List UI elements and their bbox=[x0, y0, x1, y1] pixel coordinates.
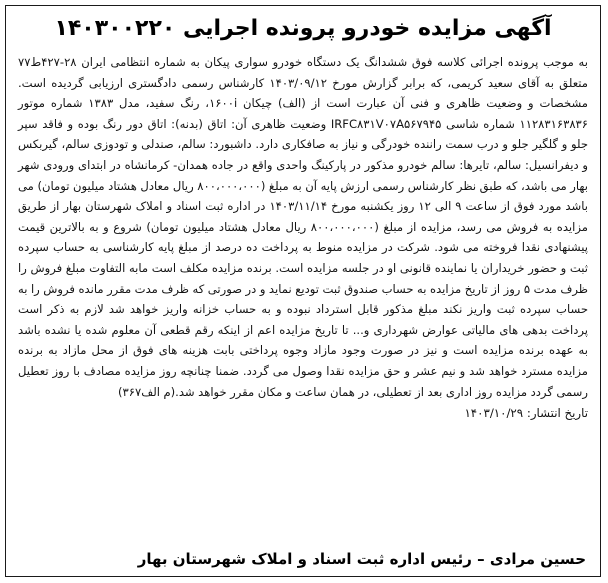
notice-title: آگهی مزایده خودرو پرونده اجرایی ۱۴۰۳۰۰۲۲۰ bbox=[54, 16, 552, 41]
notice-body: به موجب پرونده اجرائی کلاسه فوق ششدانگ یک دستگاه خودرو سواری پیکان به شماره انتظامی ایران ۲۸-۴۲۷ط۷۷ متعلق به آقای سعید کریمی، که برابر گزارش مورخ ۱۴۰۳/۰۹/۱۲ کارشناس رسمی دادگستری ارزیابی گردیده است. مشخصات و وضعیت ظاهری و فنی آن عبارت است از (الف) چیکان ۱۶۰۰i، رنگ سفید، مدل ۱۳۸۳ شماره موتور ۱۱۲۸۳۱۶۳۸۳۶ شماره شاسی IRFC۸۳۱V۰۷A۵۶۷۹۴۵ وضعیت ظاهری آن: اتاق (بدنه): اتاق دور رنگ بوده و فاقد سپر جلو و گلگیر جلو و درب سمت راننده خودرگی و نیاز به صافکاری دارد. داشبورد: سالم، صندلی و تودوزی سالم، گیربکس و دیفرانسیل: سالم، تایرها: سالم خودرو مذکور در پارکینگ واحدی واقع در جاده همدان- کرمانشاه در ابتدای ورودی شهر بهار می باشد، که طبق نظر کارشناس رسمی ارزش پایه آن به مبلغ (۸۰۰،۰۰۰،۰۰۰ ریال معادل هشتاد میلیون تومان) می باشد مورد فوق از ساعت ۹ الی ۱۲ روز یکشنبه مورخ ۱۴۰۳/۱۱/۱۴ در اداره ثبت اسناد و املاک شهرستان بهار از طریق مزایده به فروش می رسد، مزایده از مبلغ (۸۰۰،۰۰۰،۰۰۰ ریال معادل هشتاد میلیون تومان) شروع و به بالاترین قیمت پیشنهادی نقدا فروخته می شود. شرکت در مزایده منوط به پرداخت ده درصد از مبلغ پایه کارشناسی به حساب سپرده ثبت و حضور خریداران یا نماینده قانونی او در جلسه مزایده است. برنده مزایده مکلف است مابه التفاوت مبلغ فروش را ظرف مدت ۵ روز از تاریخ مزایده به حساب صندوق ثبت تودیع نماید و در صورتی که ظرف مدت مقرر مانده فروش را به حساب سپرده ثبت واریز نکند مبلغ مذکور قابل استرداد نبوده و به حساب خزانه واریز خواهد شد لازم به ذکر است پرداخت بدهی های مالیاتی عوارض شهرداری و... تا تاریخ مزایده اعم از اینکه رقم قطعی آن معلوم شده یا نشده باشد به عهده برنده مزایده است و نیز در صورت وجود مازاد وجوه پرداختی بابت هزینه های فوق از محل مازاد به برنده مزایده مسترد خواهد شد و نیم عشر و حق مزایده نقدا وصول می گردد. ضمنا چنانچه روز مزایده مصادف با روز تعطیل رسمی گردد مزایده روز اداری بعد از تعطیلی، در همان ساعت و مکان مقرر خواهد شد.(م الف۳۶۷) bbox=[18, 55, 589, 399]
auction-notice bbox=[5, 5, 601, 577]
notice-signature: حسین مرادی – رئیس اداره ثبت اسناد و املاک شهرستان بهار bbox=[137, 550, 586, 568]
publication-date: تاریخ انتشار: ۱۴۰۳/۱۰/۲۹ bbox=[464, 406, 588, 421]
